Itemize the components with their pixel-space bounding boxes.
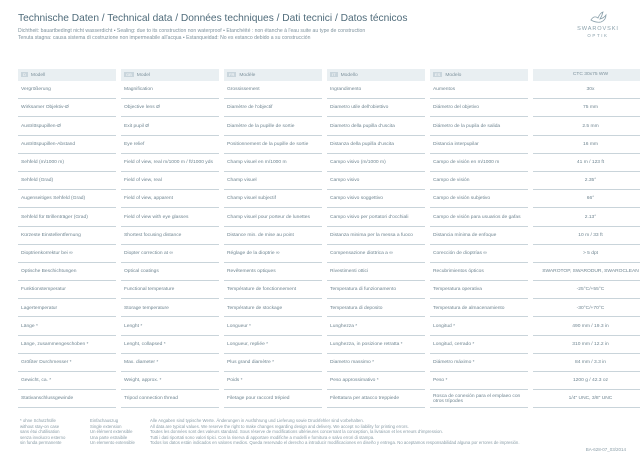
- spec-value-cell: 10 m / 33 ft: [533, 228, 640, 245]
- spec-label-cell: Diametro della pupilla d'uscita: [327, 118, 425, 135]
- spec-label-cell: Weight, approx. *: [121, 373, 219, 390]
- spec-label-cell: Distance min. de mise au point: [224, 228, 322, 245]
- spec-label-cell: Länge, zusammengeschoben *: [18, 337, 116, 354]
- spec-label-cell: Diametro massimo *: [327, 355, 425, 372]
- spec-label-cell: Campo de visión en m/1000 m: [430, 155, 528, 172]
- table-row: [18, 209, 640, 226]
- spec-label-cell: Champ visuel subjectif: [224, 191, 322, 208]
- table-row: [18, 100, 640, 117]
- spec-label-cell: Positionnement de la pupille de sortie: [224, 137, 322, 154]
- spec-label-cell: Longueur *: [224, 318, 322, 335]
- spec-value-cell: 2.35°: [533, 173, 640, 190]
- spec-label-cell: Campo visivo per portatori d'occhiali: [327, 209, 425, 226]
- header-model-name: CTC 30x75 WW: [533, 69, 640, 81]
- spec-label-cell: Longueur, repliée *: [224, 337, 322, 354]
- spec-label-cell: Eye relief: [121, 137, 219, 154]
- spec-label-cell: Corección de dioptrías ∞: [430, 246, 528, 263]
- spec-label-cell: Funktionstemperatur: [18, 282, 116, 299]
- spec-label-cell: Field of view with eye glasses: [121, 209, 219, 226]
- spec-label-cell: Field of view, apparent: [121, 191, 219, 208]
- header-gb: GB Model: [121, 69, 219, 81]
- spec-label-cell: Lunghezza, in posizione retratta *: [327, 337, 425, 354]
- sealing-note-line-1: Dichtheit: bauartbedingt nicht wasserdicht ▪ Sealing: due to its construction non waterproof ▪ Etanchéité : non étanche à l'eau suite au type de construction: [18, 28, 366, 34]
- table-row: [18, 191, 640, 208]
- spec-value-cell: 16 mm: [533, 137, 640, 154]
- spec-label-cell: Field of view, real: [121, 173, 219, 190]
- spec-label-cell: Lenght, collapsed *: [121, 337, 219, 354]
- spec-value-cell: 310 mm / 12.2 in: [533, 337, 640, 354]
- sealing-note-line-2: Tenuta stagna: causa sistema di costruzione non impermeabile all'acqua ▪ Estanqueidad: No es estanco debido a su construcción: [18, 35, 311, 41]
- spec-label-cell: Augenseitiges Sehfeld (Grad): [18, 191, 116, 208]
- spec-label-cell: Diámetro de la pupila de salida: [430, 118, 528, 135]
- spec-label-cell: Compensazione diottrica a ∞: [327, 246, 425, 263]
- logo-sub: OPTIK: [587, 33, 609, 38]
- table-row: [18, 137, 640, 154]
- spec-label-cell: Température de fonctionnement: [224, 282, 322, 299]
- table-row: [18, 282, 640, 299]
- spec-label-cell: Poids *: [224, 373, 322, 390]
- spec-label-cell: Campo visivo (m/1000 m): [327, 155, 425, 172]
- spec-label-cell: Sehfeld für Brillenträger (Grad): [18, 209, 116, 226]
- spec-value-cell: 2.13°: [533, 209, 640, 226]
- spec-value-cell: -25°C/+55°C: [533, 282, 640, 299]
- flag-de: D: [23, 71, 26, 77]
- spec-label-cell: Campo de visión subjetivo: [430, 191, 528, 208]
- swarovski-logo: [568, 10, 628, 38]
- footnote-col-2: Einfachauszug Single extension Un élément extensible Una parte estraibile Un elemento extensible: [90, 418, 135, 445]
- table-header-row: [18, 69, 640, 81]
- spec-label-cell: Campo de visión: [430, 173, 528, 190]
- spec-label-cell: Diamètre de l'objectif: [224, 100, 322, 117]
- spec-label-cell: Plus grand diamètre *: [224, 355, 322, 372]
- spec-label-cell: Wirksamer Objektiv-Ø: [18, 100, 116, 117]
- spec-label-cell: Lunghezza *: [327, 318, 425, 335]
- spec-label-cell: Distanza minima per la messa a fuoco: [327, 228, 425, 245]
- spec-label-cell: Longitud, cerrado *: [430, 337, 528, 354]
- spec-label-cell: Diámetro máximo *: [430, 355, 528, 372]
- spec-label-cell: Distancia interpupilar: [430, 137, 528, 154]
- table-row: [18, 264, 640, 281]
- spec-label-cell: Champ visuel en m/1000 m: [224, 155, 322, 172]
- spec-value-cell: 66°: [533, 191, 640, 208]
- spec-label-cell: Optical coatings: [121, 264, 219, 281]
- spec-label-cell: Austrittspupillen-Abstand: [18, 137, 116, 154]
- spec-value-cell: 490 mm / 19.3 in: [533, 318, 640, 335]
- spec-label-cell: Campo de visión para usuarios de gafas: [430, 209, 528, 226]
- flag-it: IT: [332, 71, 336, 77]
- table-row: [18, 155, 640, 172]
- spec-label-cell: Vergrößerung: [18, 82, 116, 99]
- spec-label-cell: Distancia mínima de enfoque: [430, 228, 528, 245]
- header-de: D Modell: [18, 69, 116, 81]
- spec-label-cell: Peso *: [430, 373, 528, 390]
- spec-label-cell: Shortest focusing distance: [121, 228, 219, 245]
- spec-label-cell: Optische Beschichtungen: [18, 264, 116, 281]
- spec-label-cell: Länge *: [18, 318, 116, 335]
- spec-label-cell: Field of view, real m/1000 m / ft/1000 yds: [121, 155, 219, 172]
- spec-label-cell: Champ visuel pour porteur de lunettes: [224, 209, 322, 226]
- spec-label-cell: Stativanschlussgewinde: [18, 391, 116, 408]
- spec-label-cell: Tripod connection thread: [121, 391, 219, 408]
- spec-label-cell: Functional temperature: [121, 282, 219, 299]
- spec-label-cell: Sehfeld (Grad): [18, 173, 116, 190]
- spec-label-cell: Max. diameter *: [121, 355, 219, 372]
- spec-label-cell: Kürzeste Einstellentfernung: [18, 228, 116, 245]
- spec-label-cell: Temperatura di deposito: [327, 300, 425, 317]
- spec-label-cell: Rivestimenti ottici: [327, 264, 425, 281]
- table-row: [18, 300, 640, 317]
- table-row: [18, 246, 640, 263]
- swan-icon: [587, 10, 609, 25]
- spec-label-cell: Temperatura de almacenamiento: [430, 300, 528, 317]
- spec-label-cell: Austrittspupillen-Ø: [18, 118, 116, 135]
- flag-gb: GB: [126, 71, 132, 77]
- disclaimer-text: Alle Angaben sind typische Werte. Änderungen in Ausführung und Lieferung sowie Druckfehler sind vorbehalten. All data are typical values. We reserve the right to make changes regarding design and delivery. We accept no liability for printing errors. Toutes les données sont des valeurs standard. Sous réserve de modifications ultérieures concernant la conception, la livraison et les erreurs d'impression. Tutti i dati riportati sono valori tipici. Con la riserva di apportare modifiche a modelli e fornitura e salvo errori di stampa. Todos los datos están indicados en valores medios. Queda reservado el derecho a introducir modificaciones en diseño y entrega. No aceptamos responsabilidad alguna por errores de impresión.: [150, 418, 520, 445]
- table-row: [18, 82, 640, 99]
- table-row: [18, 173, 640, 190]
- spec-label-cell: Aumentos: [430, 82, 528, 99]
- spec-label-cell: Longitud *: [430, 318, 528, 335]
- table-row: [18, 118, 640, 135]
- spec-label-cell: Campo visivo soggettivo: [327, 191, 425, 208]
- spec-label-cell: Champ visuel: [224, 173, 322, 190]
- spec-label-cell: Distanza della pupilla d'uscita: [327, 137, 425, 154]
- spec-label-cell: Gewicht, ca. *: [18, 373, 116, 390]
- header-fr: FR Modèle: [224, 69, 322, 81]
- logo-brand: SWAROVSKI: [577, 26, 619, 32]
- spec-label-cell: Temperatura di funzionamento: [327, 282, 425, 299]
- spec-table: [13, 68, 640, 409]
- spec-label-cell: Rosca de conexión para el emplaeo con otros trípodes: [430, 391, 528, 408]
- spec-value-cell: > 5 dpt: [533, 246, 640, 263]
- table-row: [18, 373, 640, 390]
- header-es: ES Modelo: [430, 69, 528, 81]
- spec-label-cell: Ingrandimento: [327, 82, 425, 99]
- spec-label-cell: Diámetro del objetivo: [430, 100, 528, 117]
- spec-label-cell: Größter Durchmesser *: [18, 355, 116, 372]
- spec-label-cell: Filettatura per attacco treppiede: [327, 391, 425, 408]
- spec-label-cell: Diamètre de la pupille de sortie: [224, 118, 322, 135]
- flag-es: ES: [435, 71, 441, 77]
- spec-label-cell: Temperatura operativa: [430, 282, 528, 299]
- spec-label-cell: Objective lens Ø: [121, 100, 219, 117]
- table-row: [18, 355, 640, 372]
- spec-label-cell: Réglage de la dioptrie ∞: [224, 246, 322, 263]
- table-row: [18, 391, 640, 408]
- spec-label-cell: Revêtements optiques: [224, 264, 322, 281]
- spec-value-cell: 84 mm / 3.3 in: [533, 355, 640, 372]
- spec-value-cell: SWAROTOP, SWARODUR, SWAROCLEAN: [533, 264, 640, 281]
- spec-label-cell: Température de stockage: [224, 300, 322, 317]
- spec-value-cell: -30°C/+70°C: [533, 300, 640, 317]
- header-it: IT Modello: [327, 69, 425, 81]
- flag-fr: FR: [229, 71, 235, 77]
- spec-label-cell: Campo visivo: [327, 173, 425, 190]
- spec-label-cell: Storage temperature: [121, 300, 219, 317]
- page-title: Technische Daten / Technical data / Données techniques / Dati tecnici / Datos técnicos: [18, 13, 408, 24]
- document-number: BA-628-07_03/2014: [585, 447, 626, 452]
- spec-value-cell: 41 m / 123 ft: [533, 155, 640, 172]
- spec-label-cell: Dioptrienkorrektur bei ∞: [18, 246, 116, 263]
- spec-label-cell: Diopter correction at ∞: [121, 246, 219, 263]
- spec-label-cell: Magnification: [121, 82, 219, 99]
- spec-label-cell: Peso approssimativo *: [327, 373, 425, 390]
- spec-label-cell: Recubrimientos ópticos: [430, 264, 528, 281]
- table-row: [18, 318, 640, 335]
- table-row: [18, 337, 640, 354]
- spec-label-cell: Exit pupil Ø: [121, 118, 219, 135]
- spec-label-cell: Filetage pour raccord trépied: [224, 391, 322, 408]
- spec-value-cell: 75 mm: [533, 100, 640, 117]
- spec-label-cell: Sehfeld (m/1000 m): [18, 155, 116, 172]
- spec-value-cell: 1200 g / 42.3 oz: [533, 373, 640, 390]
- spec-value-cell: 2.5 mm: [533, 118, 640, 135]
- spec-label-cell: Lagertemperatur: [18, 300, 116, 317]
- spec-label-cell: Grossissement: [224, 82, 322, 99]
- spec-value-cell: 1/4" UNC, 3/8" UNC: [533, 391, 640, 408]
- spec-label-cell: Diametro utile dell'obiettivo: [327, 100, 425, 117]
- footnote-col-1: * ohne Schutzhülle without stay-on case sans étui d'utilisation senza involucro esterno sin funda permanente: [20, 418, 66, 445]
- table-row: [18, 228, 640, 245]
- spec-label-cell: Lenght *: [121, 318, 219, 335]
- spec-value-cell: 30x: [533, 82, 640, 99]
